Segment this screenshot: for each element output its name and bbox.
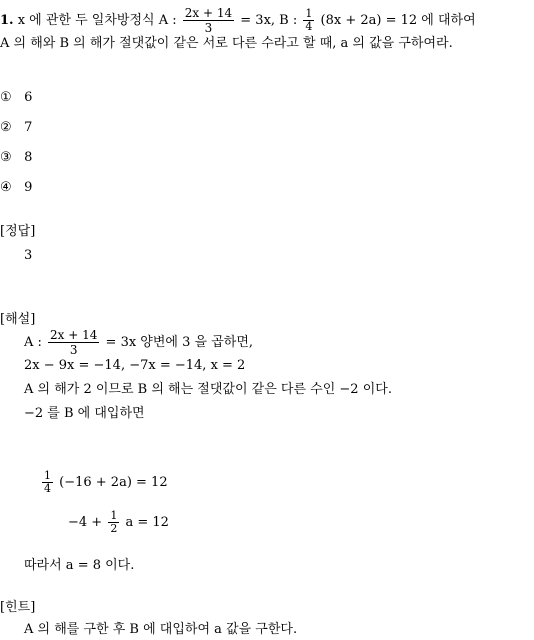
choice-3[interactable]	[0, 148, 32, 168]
hint-text: A 의 해를 구한 후 B 에 대입하여 a 값을 구한다.	[24, 622, 298, 637]
equation-b-fraction	[303, 8, 314, 33]
solution-equation-1	[40, 470, 168, 495]
choice-4-mark: ④	[0, 180, 12, 195]
solution-equation-1-fraction	[42, 470, 53, 495]
choice-2-value: 7	[24, 120, 33, 135]
solution-fraction-denominator: 3	[69, 343, 78, 357]
choice-3-mark: ③	[0, 150, 12, 165]
solution-fraction-numerator: 2x + 14	[50, 328, 98, 342]
choice-4-value: 9	[24, 180, 33, 195]
question-line-1	[0, 6, 476, 35]
choice-2-mark: ②	[0, 120, 12, 135]
solution-line-1	[24, 328, 253, 357]
solution-equation-2-pre: −4 +	[68, 515, 103, 530]
solution-fraction	[48, 328, 99, 357]
solution-equation-2	[68, 510, 169, 535]
choice-1[interactable]	[0, 88, 32, 108]
choice-2[interactable]	[0, 118, 32, 138]
equation-a-numerator: 2x + 14	[184, 6, 233, 20]
solution-line-1-post: = 3x 양변에 3 을 곱하면,	[105, 335, 254, 350]
question-text-pre: x 에 관한 두 일차방정식 A :	[17, 13, 177, 28]
choice-1-value: 6	[24, 90, 33, 105]
solution-line-1-pre: A :	[24, 335, 42, 350]
solution-label: [해설]	[0, 312, 36, 327]
solution-equation-1-numerator: 1	[44, 469, 51, 482]
choice-4[interactable]	[0, 178, 32, 198]
answer-label: [정답]	[0, 224, 36, 239]
solution-equation-2-denominator: 2	[110, 522, 118, 535]
answer-value: 3	[24, 248, 33, 263]
choice-1-mark: ①	[0, 90, 12, 105]
solution-equation-2-numerator: 1	[110, 509, 118, 522]
question-line-2: A 의 해와 B 의 해가 절댓값이 같은 서로 다른 수라고 할 때, a 의 값을 구하여라.	[0, 36, 453, 51]
choice-3-value: 8	[24, 150, 33, 165]
solution-line-3: A 의 해가 2 이므로 B 의 해는 절댓값이 같은 다른 수인 −2 이다.	[24, 382, 392, 397]
question-text-mid: = 3x, B :	[240, 13, 298, 28]
solution-equation-1-denominator: 4	[44, 482, 51, 495]
solution-equation-2-fraction	[108, 510, 119, 535]
solution-conclusion: 따라서 a = 8 이다.	[24, 558, 135, 573]
equation-a-denominator: 3	[204, 21, 213, 35]
solution-line-4: −2 를 B 에 대입하면	[24, 406, 145, 421]
equation-b-numerator: 1	[305, 7, 313, 20]
solution-equation-2-post: a = 12	[125, 515, 169, 530]
question-text-post: (8x + 2a) = 12 에 대하여	[320, 13, 476, 28]
question-number: 1.	[0, 13, 14, 28]
solution-line-2: 2x − 9x = −14, −7x = −14, x = 2	[24, 358, 246, 373]
solution-equation-1-post: (−16 + 2a) = 12	[59, 475, 168, 490]
equation-a-fraction	[183, 6, 234, 35]
hint-label: [힌트]	[0, 600, 36, 615]
equation-b-denominator: 4	[305, 20, 313, 33]
